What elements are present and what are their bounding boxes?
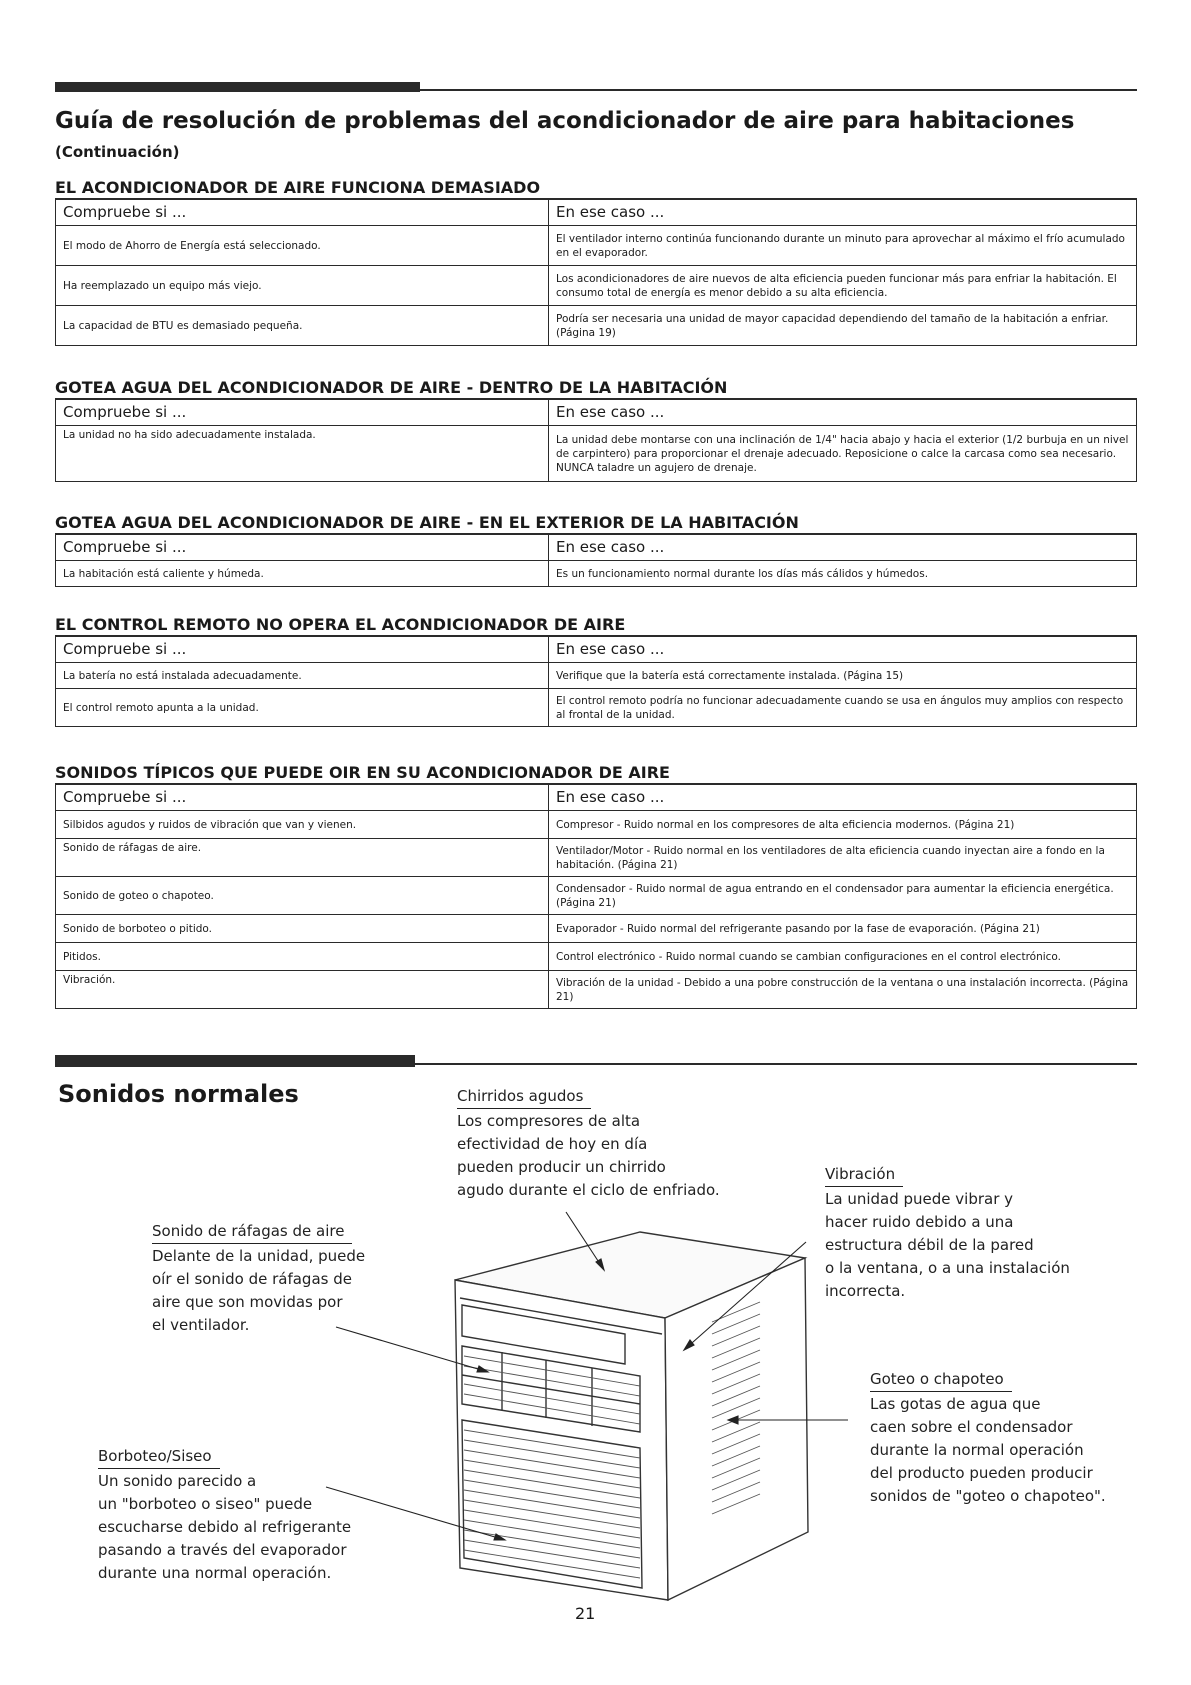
then-cell: Evaporador - Ruido normal del refrigerante pasando por la fase de evaporación. (Página 21) (549, 915, 1137, 943)
column-header-then: En ese caso ... (549, 535, 1137, 561)
page-subtitle: (Continuación) (55, 143, 180, 161)
callout-borboteo (98, 1445, 351, 1585)
check-cell: Sonido de goteo o chapoteo. (56, 877, 549, 915)
check-cell: La unidad no ha sido adecuadamente instalada. (56, 426, 549, 482)
callout-text: Un sonido parecido a un "borboteo o siseo" puede escucharse debido al refrigerante pasando a través del evaporador durante una normal operación. (98, 1472, 352, 1582)
column-header-then: En ese caso ... (549, 400, 1137, 426)
check-cell: La batería no está instalada adecuadamente. (56, 663, 549, 689)
column-header-check: Compruebe si ... (56, 400, 549, 426)
column-header-then: En ese caso ... (549, 637, 1137, 663)
page-title: Guía de resolución de problemas del acondicionador de aire para habitaciones (55, 108, 1075, 134)
check-cell: La capacidad de BTU es demasiado pequeña. (56, 306, 549, 346)
check-cell: Sonido de borboteo o pitido. (56, 915, 549, 943)
then-cell: Verifique que la batería está correctamente instalada. (Página 15) (549, 663, 1137, 689)
callout-caption: Borboteo/Siseo (98, 1445, 220, 1469)
then-cell: Condensador - Ruido normal de agua entrando en el condensador para aumentar la eficiencia energética. (Página 21) (549, 877, 1137, 915)
callout-caption: Sonido de ráfagas de aire (152, 1220, 352, 1244)
then-cell: Es un funcionamiento normal durante los días más cálidos y húmedos. (549, 561, 1137, 587)
then-cell: Compresor - Ruido normal en los compresores de alta eficiencia modernos. (Página 21) (549, 811, 1137, 839)
callout-goteo (870, 1368, 1106, 1508)
then-cell: Vibración de la unidad - Debido a una pobre construcción de la ventana o una instalación incorrecta. (Página 21) (549, 971, 1137, 1009)
check-cell: El control remoto apunta a la unidad. (56, 689, 549, 727)
check-cell: Pitidos. (56, 943, 549, 971)
callout-text: Los compresores de alta efectividad de hoy en día pueden producir un chirrido agudo durante el ciclo de enfriado. (457, 1112, 720, 1199)
callout-chirridos (457, 1085, 720, 1202)
column-header-check: Compruebe si ... (56, 535, 549, 561)
callout-caption: Vibración (825, 1163, 903, 1187)
check-cell: Ha reemplazado un equipo más viejo. (56, 266, 549, 306)
column-header-then: En ese caso ... (549, 785, 1137, 811)
check-cell: Silbidos agudos y ruidos de vibración que van y vienen. (56, 811, 549, 839)
callout-text: Delante de la unidad, puede oír el sonido de ráfagas de aire que son movidas por el ventilador. (152, 1247, 366, 1334)
check-cell: Vibración. (56, 971, 549, 1009)
section-title: GOTEA AGUA DEL ACONDICIONADOR DE AIRE - DENTRO DE LA HABITACIÓN (55, 378, 1137, 399)
then-cell: Ventilador/Motor - Ruido normal en los ventiladores de alta eficiencia cuando inyectan aire a fondo en la habitación. (Página 21) (549, 839, 1137, 877)
sonidos-title: Sonidos normales (58, 1080, 299, 1108)
column-header-check: Compruebe si ... (56, 637, 549, 663)
check-cell: Sonido de ráfagas de aire. (56, 839, 549, 877)
column-header-then: En ese caso ... (549, 200, 1137, 226)
column-header-check: Compruebe si ... (56, 785, 549, 811)
section-title: GOTEA AGUA DEL ACONDICIONADOR DE AIRE - EN EL EXTERIOR DE LA HABITACIÓN (55, 513, 1137, 534)
callout-caption: Chirridos agudos (457, 1085, 591, 1109)
column-header-check: Compruebe si ... (56, 200, 549, 226)
section-title: SONIDOS TÍPICOS QUE PUEDE OIR EN SU ACONDICIONADOR DE AIRE (55, 763, 1137, 784)
then-cell: La unidad debe montarse con una inclinación de 1/4" hacia abajo y hacia el exterior (1/2 burbuja en un nivel de carpintero) para proporcionar el drenaje adecuado. Reposicione o calce la carcasa como sea necesario. NUNCA taladre un agujero de drenaje. (549, 426, 1137, 482)
check-cell: El modo de Ahorro de Energía está seleccionado. (56, 226, 549, 266)
callout-rafagas (152, 1220, 365, 1337)
then-cell: Los acondicionadores de aire nuevos de alta eficiencia pueden funcionar más para enfriar la habitación. El consumo total de energía es menor debido a su alta eficiencia. (549, 266, 1137, 306)
then-cell: Podría ser necesaria una unidad de mayor capacidad dependiendo del tamaño de la habitación a enfriar. (Página 19) (549, 306, 1137, 346)
section-title: EL CONTROL REMOTO NO OPERA EL ACONDICIONADOR DE AIRE (55, 615, 1137, 636)
then-cell: El control remoto podría no funcionar adecuadamente cuando se usa en ángulos muy amplios con respecto al frontal de la unidad. (549, 689, 1137, 727)
section-title: EL ACONDICIONADOR DE AIRE FUNCIONA DEMASIADO (55, 178, 1137, 199)
callout-text: La unidad puede vibrar y hacer ruido debido a una estructura débil de la pared o la ventana, o a una instalación incorrecta. (825, 1190, 1070, 1300)
then-cell: Control electrónico - Ruido normal cuando se cambian configuraciones en el control electrónico. (549, 943, 1137, 971)
page-number: 21 (575, 1604, 596, 1623)
callout-text: Las gotas de agua que caen sobre el condensador durante la normal operación del producto pueden producir sonidos de "goteo o chapoteo". (870, 1395, 1106, 1505)
then-cell: El ventilador interno continúa funcionando durante un minuto para aprovechar al máximo el frío acumulado en el evaporador. (549, 226, 1137, 266)
callout-vibracion (825, 1163, 1070, 1303)
check-cell: La habitación está caliente y húmeda. (56, 561, 549, 587)
callout-caption: Goteo o chapoteo (870, 1368, 1012, 1392)
